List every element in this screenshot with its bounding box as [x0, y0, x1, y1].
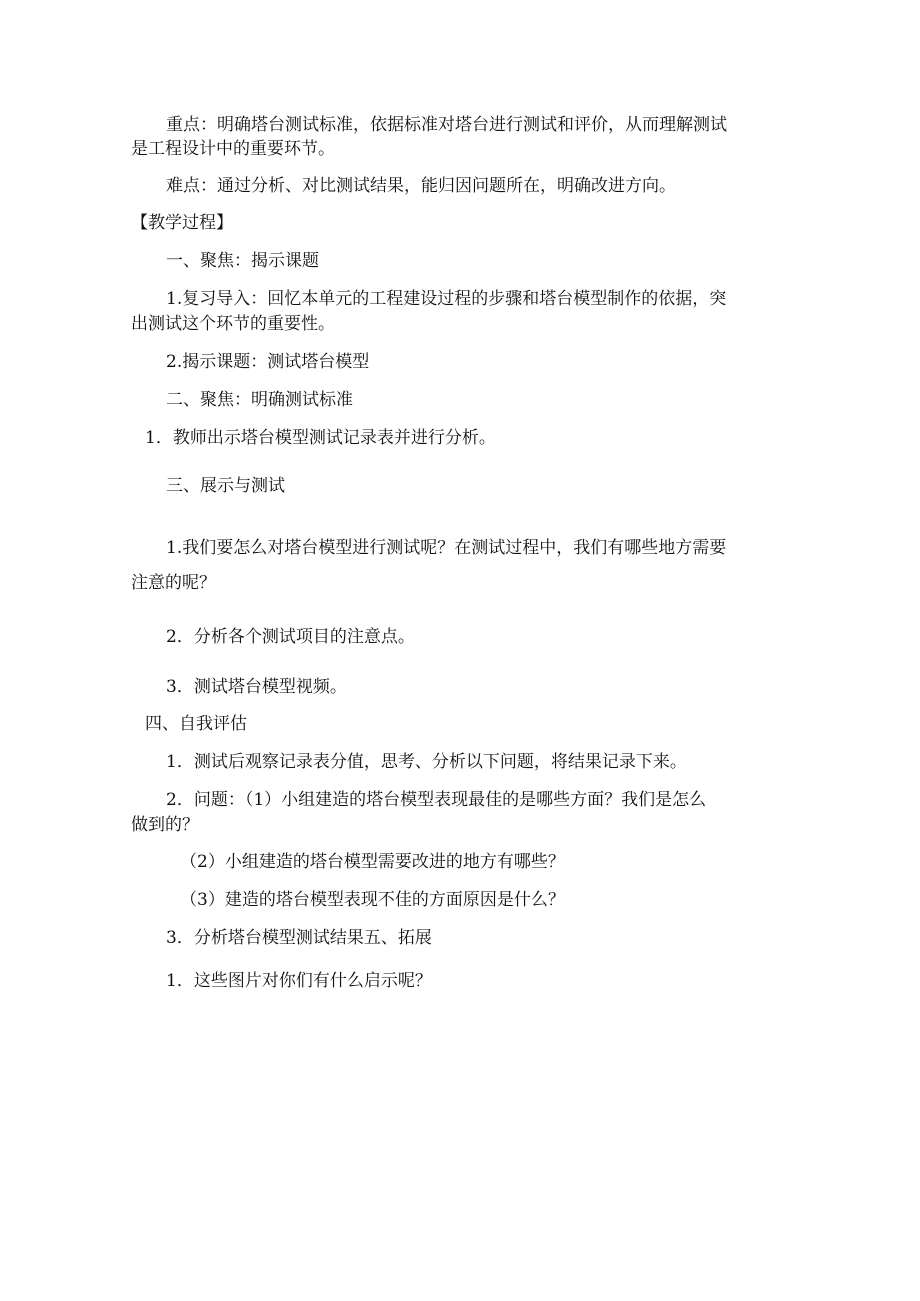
- difficulty-text: 难点：通过分析、对比测试结果，能归因问题所在，明确改进方向。: [166, 176, 676, 196]
- section-3-item-1-line-2: 注意的呢？: [131, 573, 216, 593]
- section-3-item-2: 2．分析各个测试项目的注意点。: [166, 627, 415, 647]
- section-3-title: 三、展示与测试: [166, 476, 285, 496]
- section-2-item-1: 1．教师出示塔台模型测试记录表并进行分析。: [145, 428, 496, 448]
- section-4-title: 四、自我评估: [145, 714, 247, 734]
- section-4-item-2-line-1: 2．问题：（1）小组建造的塔台模型表现最佳的是哪些方面？我们是怎么: [166, 790, 707, 810]
- section-5-item-1: 1．这些图片对你们有什么启示呢？: [166, 971, 432, 991]
- section-4-item-3: 3．分析塔台模型测试结果五、拓展: [166, 928, 432, 948]
- section-4-question-3: （3）建造的塔台模型表现不佳的方面原因是什么？: [180, 890, 565, 910]
- section-1-item-1-line-2: 出测试这个环节的重要性。: [131, 314, 335, 334]
- section-3-item-3: 3．测试塔台模型视频。: [166, 677, 347, 697]
- section-4-item-1: 1．测试后观察记录表分值，思考、分析以下问题，将结果记录下来。: [166, 752, 687, 772]
- section-2-title: 二、聚焦：明确测试标准: [166, 390, 353, 410]
- section-1-item-1-line-1: 1.复习导入：回忆本单元的工程建设过程的步骤和塔台模型制作的依据，突: [166, 289, 727, 309]
- section-3-item-1-line-1: 1.我们要怎么对塔台模型进行测试呢？在测试过程中，我们有哪些地方需要: [166, 538, 727, 558]
- process-heading: 【教学过程】: [131, 213, 233, 233]
- key-point-line-2: 是工程设计中的重要环节。: [131, 139, 335, 159]
- section-4-question-2: （2）小组建造的塔台模型需要改进的地方有哪些？: [180, 852, 565, 872]
- key-point-line-1: 重点：明确塔台测试标准，依据标准对塔台进行测试和评价，从而理解测试: [166, 115, 727, 135]
- section-1-item-2: 2.揭示课题：测试塔台模型: [166, 352, 370, 372]
- section-4-item-2-line-2: 做到的？: [131, 815, 199, 835]
- section-1-title: 一、聚焦：揭示课题: [166, 251, 319, 271]
